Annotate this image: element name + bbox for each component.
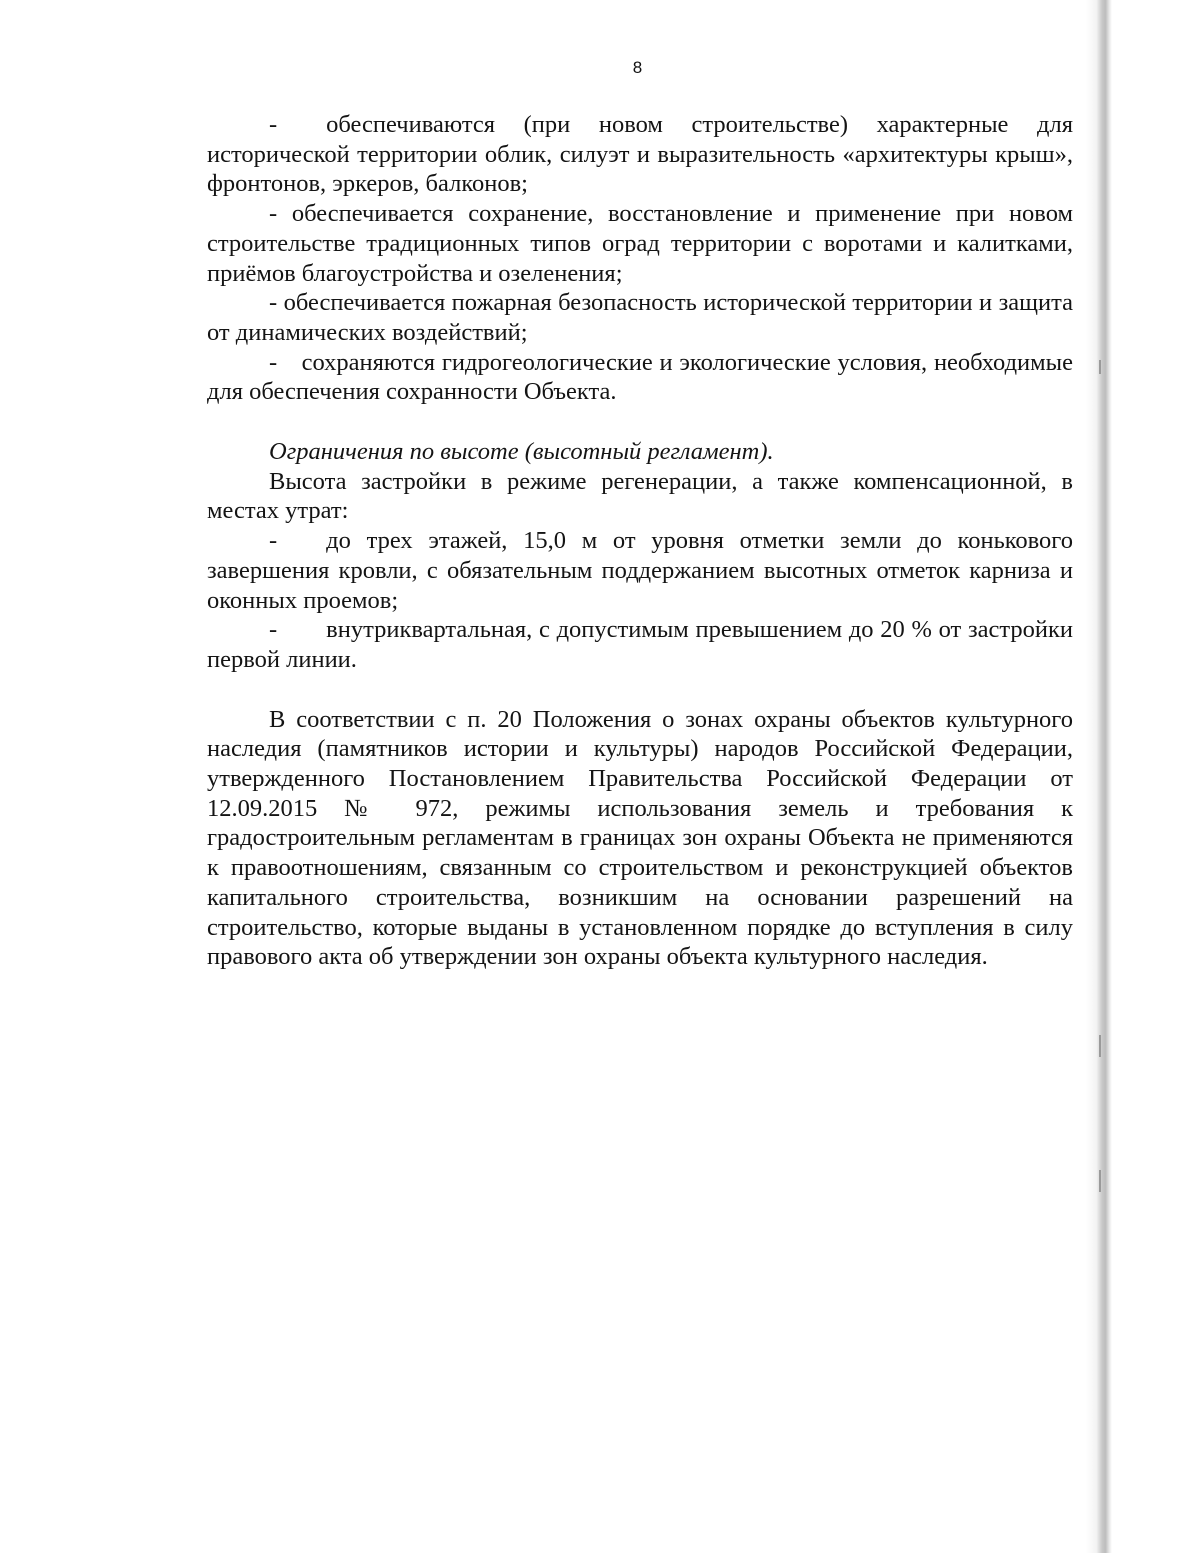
list-item: - до трех этажей, 15,0 м от уровня отметки земли до конькового завершения кровли, с обязательным поддержанием высотных отметок карниза и оконных проемов; <box>207 527 1073 614</box>
scan-mark <box>1099 360 1101 374</box>
document-body <box>207 110 1073 972</box>
list-item: - внутриквартальная, с допустимым превышением до 20 % от застройки первой линии. <box>207 616 1073 673</box>
list-item: - обеспечивается пожарная безопасность исторической территории и защита от динамических воздействий; <box>207 289 1073 346</box>
paragraph-gap <box>207 675 1073 705</box>
scan-mark <box>1099 1035 1101 1057</box>
paragraph-gap <box>207 407 1073 437</box>
page-number: 8 <box>632 58 643 77</box>
scan-mark <box>1099 1170 1101 1192</box>
section-heading: Ограничения по высоте (высотный регламент). <box>269 438 774 466</box>
scan-edge-shadow <box>1086 0 1112 1553</box>
list-item: - сохраняются гидрогеологические и экологические условия, необходимые для обеспечения сохранности Объекта. <box>207 348 1073 406</box>
paragraph: В соответствии с п. 20 Положения о зонах охраны объектов культурного наследия (памятников истории и культуры) народов Российской Федерации, утвержденного Постановлением Правительства Российской Федерации от 12.09.2015 № 972, режимы использования земель и требования к градостроительным регламентам в границах зон охраны Объекта не применяются к правоотношениям, связанным со строительством и реконструкцией объектов капитального строительства, возникшим на основании разрешений на строительство, которые выданы в установленном порядке до вступления в силу правового акта об утверждении зон охраны объекта культурного наследия. <box>207 705 1073 971</box>
paragraph: Высота застройки в режиме регенерации, а также компенсационной, в местах утрат: <box>207 467 1073 525</box>
list-item: - обеспечиваются (при новом строительстве) характерные для исторической территории облик, силуэт и выразительность «архитектуры крыш», фронтонов, эркеров, балконов; <box>207 111 1073 198</box>
list-item: - обеспечивается сохранение, восстановление и применение при новом строительстве традиционных типов оград территории с воротами и калитками, приёмов благоустройства и озеленения; <box>207 200 1073 287</box>
